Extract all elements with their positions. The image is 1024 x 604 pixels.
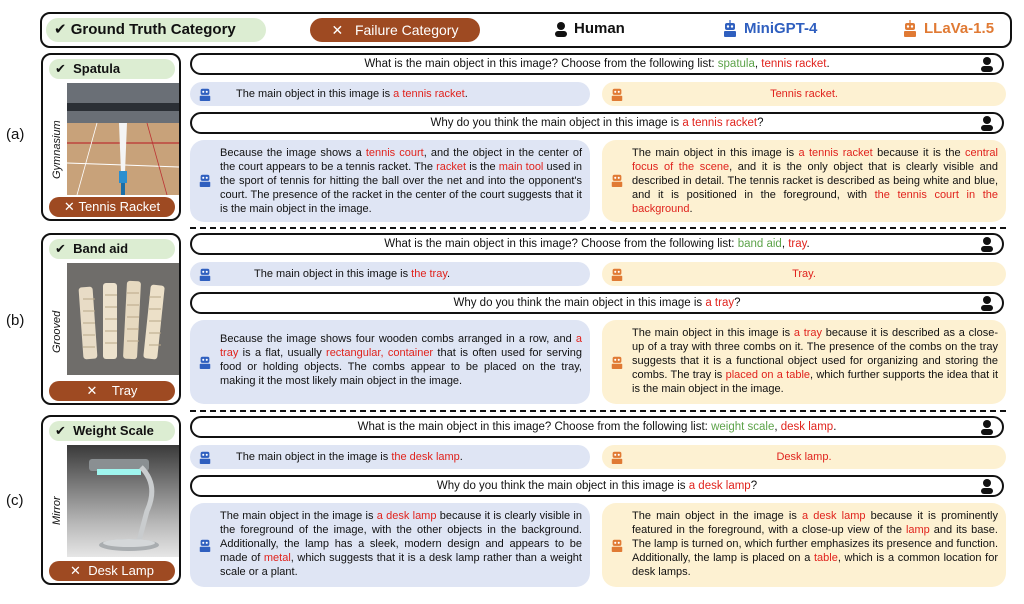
legend-ground-truth xyxy=(46,18,266,42)
highlight-failure: table xyxy=(813,552,838,564)
option-ground-truth: spatula xyxy=(717,58,755,70)
legend-failure xyxy=(310,18,480,42)
answer-failure: Desk lamp. xyxy=(776,451,832,463)
explanation-text: The main object in the image is xyxy=(220,510,377,522)
minigpt-long-answer-b xyxy=(190,320,590,404)
image-gymnasium xyxy=(67,83,179,195)
highlight-failure: a tray xyxy=(220,333,582,359)
divider-b-c xyxy=(190,410,1006,412)
image-grooved xyxy=(67,263,179,375)
context-label-a: Gymnasium xyxy=(51,120,63,179)
legend-llava xyxy=(902,20,994,38)
llava-explanation-c xyxy=(632,509,998,579)
cross-icon: ✕ xyxy=(70,563,81,578)
minigpt-short-answer-a xyxy=(190,82,590,106)
legend-ground-truth-label: Ground Truth Category xyxy=(70,21,236,38)
question-end: ? xyxy=(734,297,741,309)
explanation-text: The main object in this image is xyxy=(632,327,794,339)
question-why-a xyxy=(190,112,1004,134)
question-why-b xyxy=(190,292,1004,314)
panel-label-a: (a) xyxy=(6,126,25,143)
option-separator: , xyxy=(774,421,781,433)
highlight-failure: the tennis court in the background xyxy=(632,189,998,215)
legend-minigpt xyxy=(722,20,817,38)
answer-text: The main object in this image is xyxy=(254,268,412,280)
question-text: What is the main object in this image? Choose from the following list: xyxy=(357,421,712,433)
check-icon: ✔ xyxy=(55,423,66,438)
explanation-text: , which suggests that it is a desk lamp rather than a weight scale or a plant. xyxy=(220,552,582,578)
question-choose-b xyxy=(190,233,1004,255)
option-separator: , xyxy=(754,58,762,70)
highlight-failure: rectangular, container xyxy=(326,347,434,359)
highlight-failure: a desk lamp xyxy=(376,510,437,522)
context-label-b: Grooved xyxy=(51,310,63,353)
option-ground-truth: band aid xyxy=(737,238,782,250)
robot-icon-blue xyxy=(198,266,212,282)
answer-text: The main object in this image is xyxy=(236,88,394,100)
robot-icon-blue xyxy=(722,20,738,38)
option-failure: a tray xyxy=(705,297,735,309)
explanation-text: The main object in the image is xyxy=(632,510,802,522)
option-failure: a tennis racket xyxy=(682,117,758,129)
robot-icon-orange xyxy=(610,354,624,370)
human-icon xyxy=(980,419,994,435)
llava-long-answer-b xyxy=(602,320,1006,404)
explanation-text: , which is a common location for desk lamps. xyxy=(632,552,998,578)
explanation-text: , which further supports the idea that it is the main object in the image. xyxy=(632,369,998,395)
answer-failure: the desk lamp xyxy=(391,451,460,463)
highlight-failure: main tool xyxy=(498,161,544,173)
answer-text: The main object in the image is xyxy=(236,451,392,463)
highlight-failure: placed on a table xyxy=(725,369,811,381)
robot-icon-blue xyxy=(198,86,212,102)
robot-icon-orange xyxy=(610,172,624,188)
minigpt-long-answer-c xyxy=(190,503,590,587)
explanation-text: because it is described as a close-up of a tray with three combs on it. The presence of the combs on the tray suggests that it is a functional object used for organizing and storing the combs. The tray is xyxy=(632,327,998,381)
explanation-text: , and it is the only object that is clearly visible and described in detail. The tennis racket is described as being white and blue, and it is positioned in the foreground, with xyxy=(632,161,999,201)
card-ground-truth-b xyxy=(49,239,175,259)
robot-icon-blue xyxy=(198,449,212,465)
answer-failure: Tennis racket. xyxy=(770,88,838,100)
question-choose-a xyxy=(190,53,1004,75)
cross-icon: ✕ xyxy=(86,383,98,398)
explanation-text: . xyxy=(689,203,693,215)
answer-failure: the tray xyxy=(411,268,448,280)
legend-llava-label: LLaVa-1.5 xyxy=(924,20,995,37)
explanation-text: The main object in this image is xyxy=(632,147,799,159)
question-end: . xyxy=(826,58,830,70)
option-failure: tray xyxy=(788,238,807,250)
question-choose-c xyxy=(190,416,1004,438)
explanation-text: because it is clearly visible in the foreground of the image, with the other objects in the background. Additionally, the lamp has a sleek, modern design and appears to be made of xyxy=(220,510,582,564)
cross-icon: ✕ xyxy=(63,199,75,214)
question-end: . xyxy=(833,421,837,433)
card-failure-c xyxy=(49,561,175,581)
robot-icon-blue xyxy=(198,354,212,370)
llava-long-answer-a xyxy=(602,140,1006,222)
minigpt-long-answer-a xyxy=(190,140,590,222)
card-failure-a xyxy=(49,197,175,217)
image-card-c xyxy=(41,415,181,585)
explanation-text: that is often used for serving food or holding objects. The combs appear to be placed on the tray, making it the most likely main object in the image. xyxy=(220,347,582,387)
human-icon xyxy=(980,478,994,494)
check-icon: ✔ xyxy=(55,241,66,256)
minigpt-short-answer-b xyxy=(190,262,590,286)
explanation-text: Because the image shows a xyxy=(220,147,366,159)
legend-bar xyxy=(40,12,1012,48)
ground-truth-label-b: Band aid xyxy=(73,241,129,256)
highlight-failure: lamp xyxy=(905,524,930,536)
question-text: Why do you think the main object in this image is xyxy=(436,480,689,492)
question-why-c xyxy=(190,475,1004,497)
legend-human-label: Human xyxy=(574,20,625,37)
highlight-failure: a desk lamp xyxy=(801,510,866,522)
ground-truth-label-a: Spatula xyxy=(73,61,121,76)
llava-short-answer-b xyxy=(602,262,1006,286)
explanation-text: because it is prominently featured in the foreground, with a close-up view of the xyxy=(632,510,998,536)
explanation-text: and its base. The lamp is turned on, which further emphasizes its presence and function. Additionally, the lamp is placed on a xyxy=(632,524,998,564)
answer-end: . xyxy=(447,268,451,280)
cross-icon: ✕ xyxy=(331,22,344,38)
failure-label-c: Desk Lamp xyxy=(88,563,154,578)
minigpt-explanation-c xyxy=(220,509,582,579)
explanation-text: because it is the xyxy=(872,147,965,159)
panel-label-c: (c) xyxy=(6,492,24,509)
explanation-text: is the xyxy=(466,161,499,173)
legend-human xyxy=(554,20,625,37)
image-card-b xyxy=(41,233,181,405)
failure-label-a: Tennis Racket xyxy=(78,199,161,214)
question-text: Why do you think the main object in this image is xyxy=(430,117,683,129)
option-failure: tennis racket xyxy=(761,58,827,70)
llava-explanation-b xyxy=(632,326,998,396)
highlight-failure: central focus of the scene xyxy=(632,147,998,173)
robot-icon-orange xyxy=(610,537,624,553)
context-label-c: Mirror xyxy=(51,496,63,525)
llava-explanation-a xyxy=(632,146,998,216)
card-failure-b xyxy=(49,381,175,401)
option-failure: desk lamp xyxy=(780,421,834,433)
explanation-text: , and the object in the center of the court appears to be a tennis racket. The xyxy=(220,147,583,173)
explanation-text: Because the image shows four wooden combs arranged in a row, and xyxy=(220,333,576,345)
question-end: . xyxy=(806,238,810,250)
image-mirror xyxy=(67,445,179,557)
explanation-text: is a flat, usually xyxy=(238,347,327,359)
explanation-text: used in the sport of tennis for hitting the ball over the net and into the opponent's court. The presence of the racket in the center of the court suggests that it is the main object in the image. xyxy=(220,161,583,215)
image-card-a xyxy=(41,53,181,221)
robot-icon-blue xyxy=(198,172,212,188)
highlight-failure: tennis court xyxy=(365,147,424,159)
legend-minigpt-label: MiniGPT-4 xyxy=(744,20,818,37)
minigpt-explanation-a xyxy=(220,146,582,216)
panel-label-b: (b) xyxy=(6,312,25,329)
highlight-failure: racket xyxy=(436,161,467,173)
option-failure: a desk lamp xyxy=(688,480,751,492)
answer-end: . xyxy=(464,88,468,100)
robot-icon-orange xyxy=(902,20,918,38)
legend-failure-label: Failure Category xyxy=(354,22,459,38)
human-icon xyxy=(980,295,994,311)
human-icon xyxy=(980,236,994,252)
question-end: ? xyxy=(757,117,764,129)
check-icon: ✔ xyxy=(54,21,67,38)
question-text: What is the main object in this image? Choose from the following list: xyxy=(364,58,718,70)
divider-a-b xyxy=(190,227,1006,229)
card-ground-truth-a xyxy=(49,59,175,79)
highlight-failure: a tennis racket xyxy=(798,147,873,159)
ground-truth-label-c: Weight Scale xyxy=(73,423,154,438)
check-icon: ✔ xyxy=(55,61,66,76)
minigpt-explanation-b xyxy=(220,332,582,388)
question-text: What is the main object in this image? Choose from the following list: xyxy=(384,238,738,250)
question-text: Why do you think the main object in this image is xyxy=(453,297,706,309)
llava-short-answer-c xyxy=(602,445,1006,469)
card-ground-truth-c xyxy=(49,421,175,441)
robot-icon-blue xyxy=(198,537,212,553)
minigpt-short-answer-c xyxy=(190,445,590,469)
llava-short-answer-a xyxy=(602,82,1006,106)
answer-failure: a tennis racket xyxy=(393,88,465,100)
option-separator: , xyxy=(781,238,789,250)
human-icon xyxy=(980,115,994,131)
llava-long-answer-c xyxy=(602,503,1006,587)
human-icon xyxy=(554,21,568,37)
option-ground-truth: weight scale xyxy=(711,421,775,433)
failure-label-b: Tray xyxy=(111,383,138,398)
question-end: ? xyxy=(750,480,758,492)
answer-failure: Tray. xyxy=(792,268,816,280)
human-icon xyxy=(980,56,994,72)
highlight-failure: metal xyxy=(263,552,291,564)
highlight-failure: a tray xyxy=(793,327,823,339)
answer-end: . xyxy=(459,451,463,463)
